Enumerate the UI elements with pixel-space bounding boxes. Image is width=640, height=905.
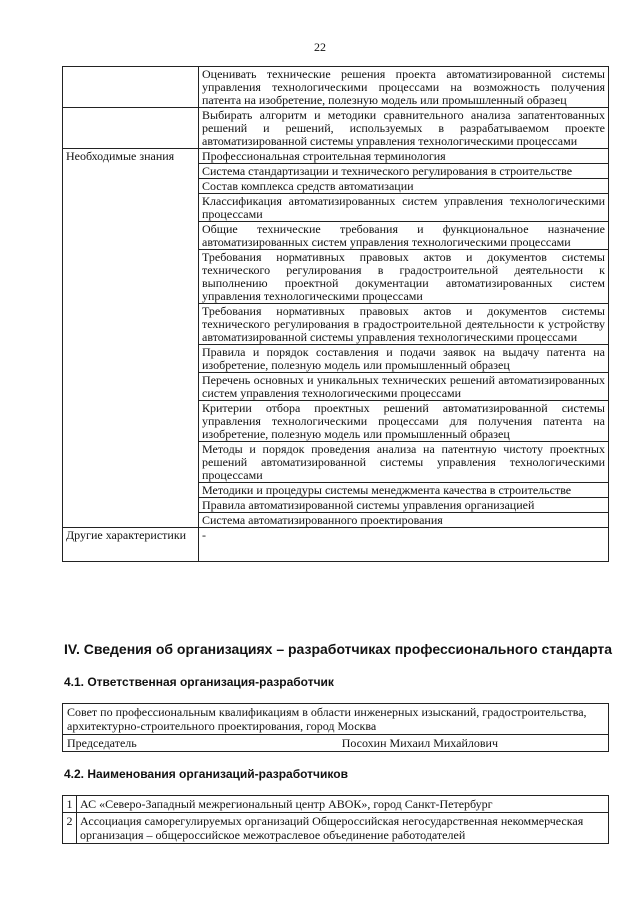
responsible-org-heading: 4.1. Ответственная организация-разработчик <box>64 675 334 689</box>
knowledge-item: Система автоматизированного проектирования <box>199 513 609 528</box>
table-row <box>63 796 609 813</box>
chair-name: Посохин Михаил Михайлович <box>341 736 498 750</box>
developers-table <box>62 795 609 844</box>
knowledge-item: Правила автоматизированной системы управления организацией <box>199 498 609 513</box>
developer-name: Ассоциация саморегулируемых организаций Общероссийская негосударственная некоммерческая организация – общероссийское межотраслевое объединение работодателей <box>77 813 609 844</box>
knowledge-label: Необходимые знания <box>63 149 199 528</box>
knowledge-table <box>62 66 609 562</box>
knowledge-item: Требования нормативных правовых актов и документов системы технического регулирования в градостроительной деятельности к устройству автоматизированной системы управления технологическими процессами <box>199 304 609 345</box>
table-row <box>63 735 609 752</box>
knowledge-item: Общие технические требования и функциональное назначение автоматизированных систем управления технологическими процессами <box>199 222 609 250</box>
knowledge-item: Методы и порядок проведения анализа на патентную чистоту проектных решений автоматизированной системы управления технологическими процессами <box>199 442 609 483</box>
knowledge-item: Профессиональная строительная терминология <box>199 149 609 164</box>
knowledge-item: Система стандартизации и технического регулирования в строительстве <box>199 164 609 179</box>
developers-heading: 4.2. Наименования организаций-разработчиков <box>64 767 348 781</box>
developer-number: 2 <box>63 813 77 844</box>
responsible-org-name: Совет по профессиональным квалификациям в области инженерных изысканий, градостроительства, архитектурно-строительного проектирования, город Москва <box>63 704 609 735</box>
responsible-org-table <box>62 703 609 752</box>
table-row <box>63 67 609 108</box>
table-row <box>63 528 609 562</box>
knowledge-item: Методики и процедуры системы менеджмента качества в строительстве <box>199 483 609 498</box>
chair-cell <box>63 735 609 752</box>
skill-cell: Выбирать алгоритм и методики сравнительного анализа запатентованных решений и решений, используемых в разрабатываемом проекте автоматизированной системы управления технологическими процессами <box>199 108 609 149</box>
table-row <box>63 149 609 164</box>
developer-number: 1 <box>63 796 77 813</box>
developer-name: АС «Северо-Западный межрегиональный центр АВОК», город Санкт-Петербург <box>77 796 609 813</box>
knowledge-item: Требования нормативных правовых актов и документов системы технического регулирования в градостроительной деятельности к выполнению проектной документации автоматизированных систем управления технологическими процессами <box>199 250 609 304</box>
skill-cell: Оценивать технические решения проекта автоматизированной системы управления технологическими процессами на возможность получения патента на изобретение, полезную модель или промышленный образец <box>199 67 609 108</box>
knowledge-item: Правила и порядок составления и подачи заявок на выдачу патента на изобретение, полезную модель или промышленный образец <box>199 345 609 373</box>
knowledge-item: Состав комплекса средств автоматизации <box>199 179 609 194</box>
table-row <box>63 108 609 149</box>
empty-label-cell <box>63 108 199 149</box>
knowledge-item: Классификация автоматизированных систем управления технологическими процессами <box>199 194 609 222</box>
other-characteristics-value: - <box>199 528 609 562</box>
table-row <box>63 704 609 735</box>
empty-label-cell <box>63 67 199 108</box>
chair-label: Председатель <box>67 736 137 750</box>
knowledge-item: Перечень основных и уникальных технических решений автоматизированных систем управления технологическими процессами <box>199 373 609 401</box>
knowledge-item: Критерии отбора проектных решений автоматизированной системы управления технологическими процессами для получения патента на изобретение, полезную модель или промышленный образец <box>199 401 609 442</box>
table-row <box>63 813 609 844</box>
chair-row <box>67 736 604 750</box>
other-characteristics-label: Другие характеристики <box>63 528 199 562</box>
page-number: 22 <box>314 40 326 54</box>
section-iv-title: IV. Сведения об организациях – разработчиках профессионального стандарта <box>64 641 613 657</box>
